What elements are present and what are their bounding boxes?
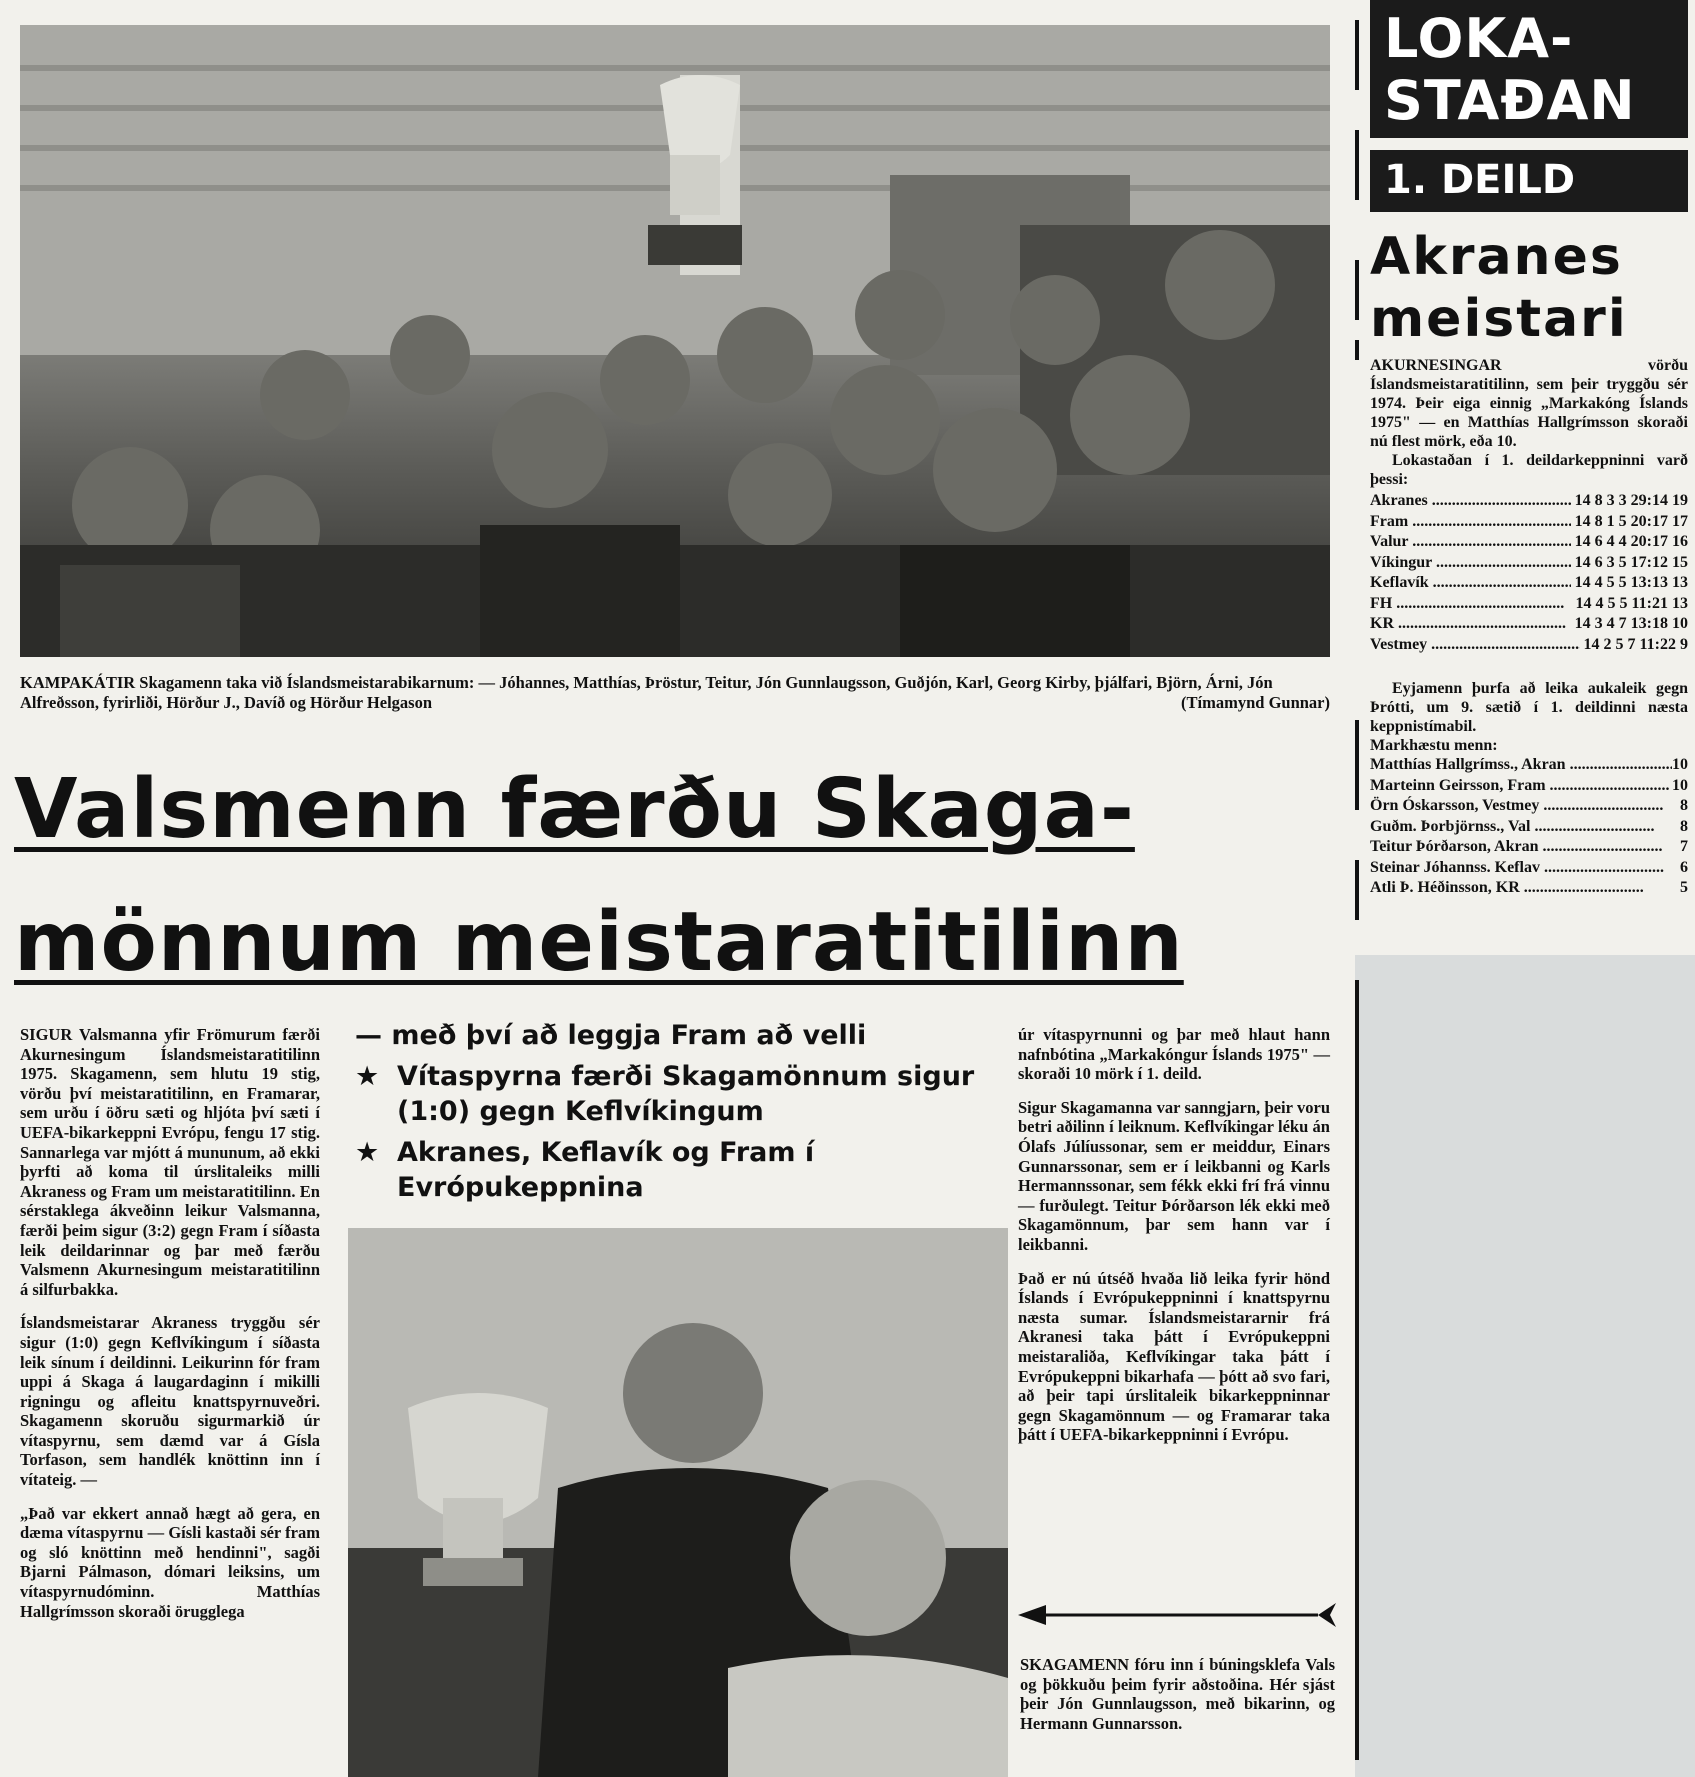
scorers-list xyxy=(1370,755,1688,899)
sidebar-intro: AKURNESINGAR vörðu Íslandsmeistaratitilinn, sem þeir tryggðu sér 1974. Þeir eiga einnig „Markakóng Íslands 1975" — en Matthías Hallgrímsson skoraði nú flest mörk, eða 10. xyxy=(1370,357,1688,450)
locker-room-photo xyxy=(348,1228,1008,1777)
headline-line-1: Valsmenn færðu Skaga- xyxy=(14,762,1135,857)
list-item xyxy=(1370,878,1688,899)
team-name: KR ..... xyxy=(1370,614,1571,635)
scorer-name: Teitur Þórðarson, Akran ..... xyxy=(1370,837,1680,858)
article-paragraph: Íslandsmeistarar Akraness tryggðu sér sigur (1:0) gegn Keflvíkingum í síðasta leik sínum í deildinni. Leikurinn fór fram uppi á Skaga á laugardaginn í mikilli rigningu og afleitu knattspyrnuveðri. Skagamenn skoruðu sigurmarkið úr vítaspyrnu, sem dæmd var á Gísla Torfason, sem handlék knöttinn inn í vítateig. — xyxy=(20,1313,320,1490)
team-name: FH ..... xyxy=(1370,594,1572,615)
table-row xyxy=(1370,614,1688,635)
scorer-goals: 10 xyxy=(1672,756,1688,773)
team-stats: 14 4 5 5 13:13 13 xyxy=(1574,574,1688,591)
subhead-item xyxy=(355,1135,995,1205)
sidebar-headline xyxy=(1370,226,1688,350)
article-paragraph: SIGUR Valsmanna yfir Frömurum færði Akurnesingum Íslandsmeistaratitilinn 1975. Skagamenn, sem hlutu 19 stig, vörðu því meistaratitilinn, en Framarar, sem urðu í öðru sæti og hljóta því sæti í UEFA-bikarkeppni Evrópu, fengu 17 stig. Sannarlega var mjótt á mununum, að ekki þyrfti að koma til úrslitaleiks milli Akraness og Fram um meistaratitilinn. En sérstaklega ákveðinn leikur Valsmanna, færði þeim sigur (3:2) gegn Fram í síðasta leik deildarinnar og þar með færðu Valsmenn Akurnesingum meistaratitilinn á silfurbakka. xyxy=(20,1025,320,1299)
star-icon: ★ xyxy=(355,1137,380,1168)
scorer-goals: 10 xyxy=(1672,776,1688,794)
column-rule xyxy=(1355,340,1359,360)
article-paragraph: Sigur Skagamanna var sanngjarn, þeir voru betri aðilinn í leiknum. Keflvíkingar léku án Ólafs Júlíussonar, sem er meiddur, Einars Gunnarssonar, sem er í leikbanni og Karls Hermannssonar, sem fékk ekki frí frá vinnu — furðulegt. Teitur Þórðarson lék ekki með Skagamönnum, þar sem hann var í leikbanni. xyxy=(1018,1097,1330,1254)
after-table-text: Eyjamenn þurfa að leika aukaleik gegn Þrótti, um 9. sætið í 1. deildinni næsta keppnistímabil. xyxy=(1370,680,1688,735)
team-trophy-illustration xyxy=(20,25,1330,657)
table-row xyxy=(1370,491,1688,512)
table-row xyxy=(1370,532,1688,553)
article-right-column xyxy=(1018,1025,1330,1459)
title-line-1: LOKA- xyxy=(1384,7,1574,70)
arrow-left-icon xyxy=(1018,1600,1336,1630)
team-name: Keflavík ..... xyxy=(1370,573,1571,594)
team-stats: 14 8 3 3 29:14 19 xyxy=(1574,492,1688,509)
locker-room-illustration xyxy=(348,1228,1008,1777)
star-icon: ★ xyxy=(355,1061,380,1092)
team-name: Fram ..... xyxy=(1370,512,1571,533)
scorer-name: Guðm. Þorbjörnss., Val ..... xyxy=(1370,817,1680,838)
standings-sidebar xyxy=(1370,0,1688,899)
photo-credit: (Tímamynd Gunnar) xyxy=(1181,693,1330,712)
list-item xyxy=(1370,858,1688,879)
sidebar-headline-2: meistari xyxy=(1370,289,1628,349)
sidebar-headline-1: Akranes xyxy=(1370,227,1623,287)
standings-table xyxy=(1370,491,1688,655)
scorer-name: Marteinn Geirsson, Fram ..... xyxy=(1370,776,1672,797)
team-name: Akranes ..... xyxy=(1370,491,1571,512)
scorer-goals: 8 xyxy=(1680,817,1688,835)
standings-title-box xyxy=(1370,0,1688,138)
scorer-goals: 8 xyxy=(1680,797,1688,814)
article-paragraph: „Það var ekkert annað hægt að gera, en dæma vítaspyrnu — Gísli kastaði sér fram og sló knöttinn með hendinni", sagði Bjarni Pálmason, dómari leiksins, um vítaspyrnudóminn. Matthías Hallgrímsson skoraði örugglega xyxy=(20,1503,320,1621)
division-box: 1. DEILD xyxy=(1370,150,1688,212)
article-paragraph: Það er nú útséð hvaða lið leika fyrir hönd Íslands í Evrópukeppninni í knattspyrnu næsta sumar. Íslandsmeistararnir frá Akranesi taka þátt í Evrópukeppni meistaraliða, Keflvíkingar taka þátt í Evrópukeppni bikarhafa — þótt að svo fari, að þeir tapi úrslitaleik bikarkeppninnar gegn Skagamönnum — og Framarar taka þátt í UEFA-bikarkeppninni í Evrópu. xyxy=(1018,1268,1330,1445)
table-row xyxy=(1370,573,1688,594)
subhead-item xyxy=(355,1059,995,1129)
team-stats: 14 8 1 5 20:17 17 xyxy=(1574,512,1688,530)
subhead-dash: — með því að leggja Fram að velli xyxy=(355,1020,867,1051)
title-line-2: STAÐAN xyxy=(1384,69,1636,132)
blank-area xyxy=(1355,955,1695,1777)
team-trophy-photo xyxy=(20,25,1330,657)
top-photo-caption xyxy=(20,673,1330,713)
bottom-photo-caption: SKAGAMENN fóru inn í búningsklefa Vals og þökkuðu þeim fyrir aðstoðina. Hér sjást þeir Jón Gunnlaugsson, með bikarinn, og Hermann Gunnarsson. xyxy=(1020,1655,1335,1733)
scorer-goals: 6 xyxy=(1680,858,1688,876)
column-rule xyxy=(1355,130,1359,200)
headline-line-2: mönnum meistaratitilinn xyxy=(14,895,1184,990)
standings-intro: Lokastaðan í 1. deildarkeppninni varð þessi: xyxy=(1370,452,1688,488)
table-row xyxy=(1370,594,1688,615)
column-rule xyxy=(1355,980,1359,1760)
team-stats: 14 4 5 5 11:21 13 xyxy=(1575,594,1688,612)
list-item xyxy=(1370,755,1688,776)
list-item xyxy=(1370,837,1688,858)
team-stats: 14 2 5 7 11:22 9 xyxy=(1583,635,1688,653)
subhead-text: Vítaspyrna færði Skagamönnum sigur (1:0) gegn Keflvíkingum xyxy=(397,1061,975,1127)
table-row xyxy=(1370,553,1688,574)
scorer-name: Matthías Hallgrímss., Akran ..... xyxy=(1370,755,1672,776)
list-item xyxy=(1370,776,1688,797)
scorer-goals: 5 xyxy=(1680,879,1688,896)
column-rule xyxy=(1355,860,1359,920)
list-item xyxy=(1370,817,1688,838)
team-stats: 14 3 4 7 13:18 10 xyxy=(1574,615,1688,632)
subheads xyxy=(355,1018,995,1211)
team-stats: 14 6 4 4 20:17 16 xyxy=(1574,533,1688,550)
team-name: Víkingur ..... xyxy=(1370,553,1571,574)
subhead-text: Akranes, Keflavík og Fram í Evrópukeppnina xyxy=(397,1137,815,1203)
list-item xyxy=(1370,796,1688,817)
scorer-name: Atli Þ. Héðinsson, KR ..... xyxy=(1370,878,1680,899)
column-rule xyxy=(1355,260,1359,320)
top-caption-text: KAMPAKÁTIR Skagamenn taka við Íslandsmeistarabikarnum: — Jóhannes, Matthías, Þröstur, Teitur, Jón Gunnlaugsson, Guðjón, Karl, Georg Kirby, þjálfari, Björn, Árni, Jón Alfreðsson, fyrirliði, Hörður J., Davíð og Hörður Helgason xyxy=(20,673,1273,712)
column-rule xyxy=(1355,20,1359,90)
column-rule xyxy=(1355,720,1359,810)
team-stats: 14 6 3 5 17:12 15 xyxy=(1574,553,1688,571)
team-name: Vestmey ..... xyxy=(1370,635,1580,656)
article-paragraph: úr vítaspyrnunni og þar með hlaut hann nafnbótina „Markakóngur Íslands 1975" — skoraði 10 mörk í 1. deild. xyxy=(1018,1025,1330,1084)
table-row xyxy=(1370,512,1688,533)
team-name: Valur ..... xyxy=(1370,532,1571,553)
scorer-name: Steinar Jóhannss. Keflav ..... xyxy=(1370,858,1680,879)
scorer-goals: 7 xyxy=(1680,838,1688,855)
scorers-title: Markhæstu menn: xyxy=(1370,737,1498,754)
table-row xyxy=(1370,635,1688,656)
scorer-name: Örn Óskarsson, Vestmey ..... xyxy=(1370,796,1680,817)
article-left-column xyxy=(20,1025,320,1635)
